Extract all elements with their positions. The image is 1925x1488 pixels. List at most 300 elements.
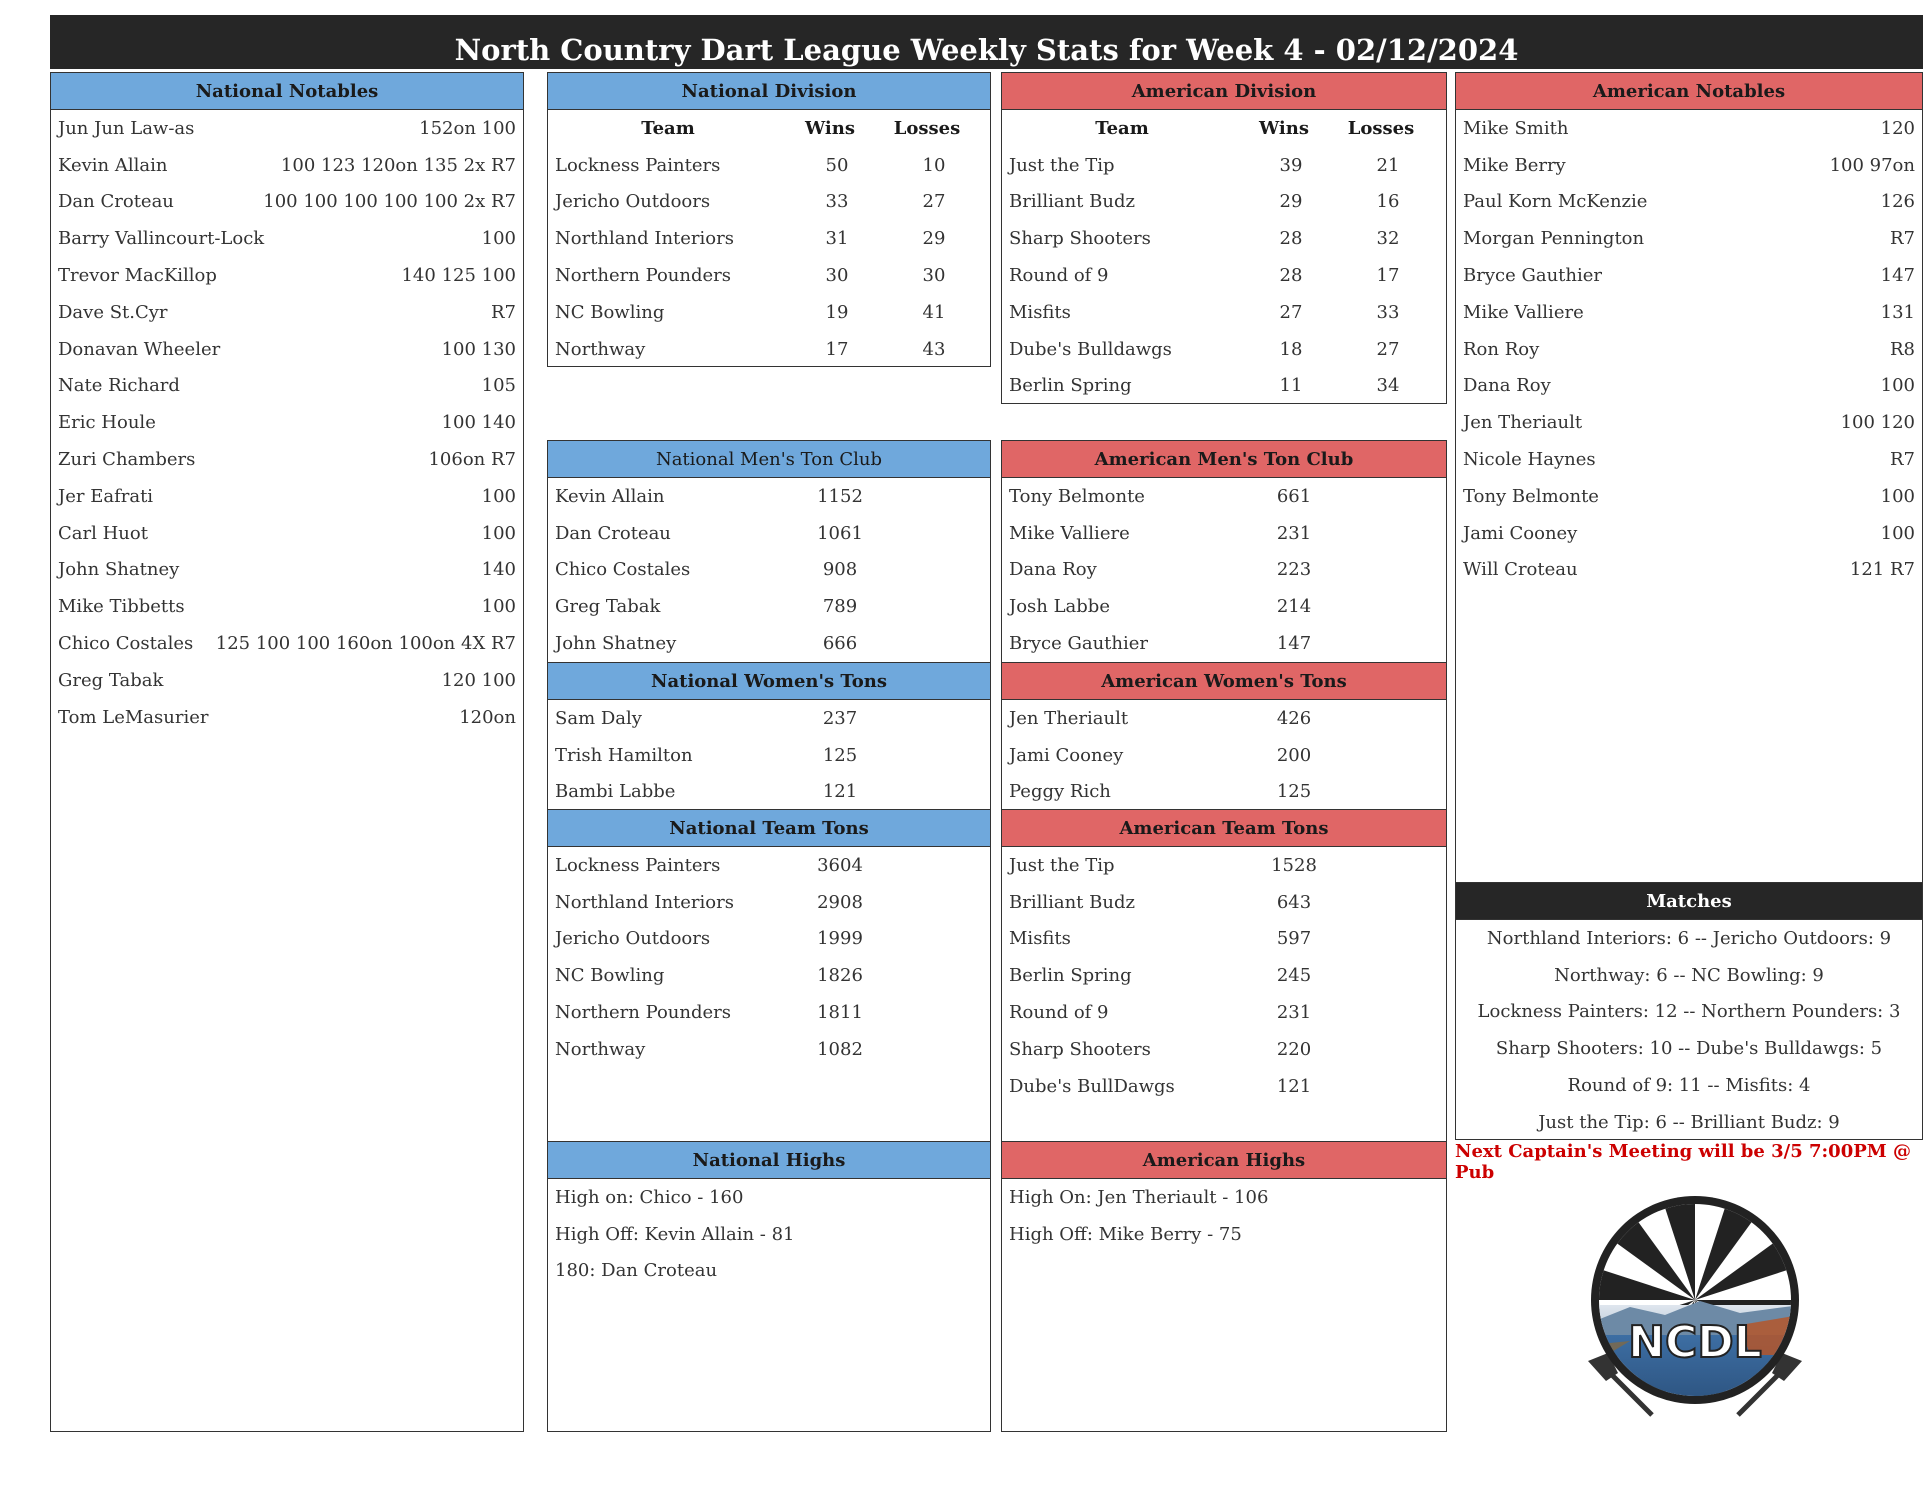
stat-value: 3604: [817, 854, 863, 876]
high-stat-text: High Off: Kevin Allain - 81: [555, 1223, 795, 1245]
player-notable: 100 130: [441, 338, 516, 360]
match-result-text: Northway: 6 -- NC Bowling: 9: [1554, 964, 1824, 986]
list-item: [51, 588, 523, 625]
team-name: Brilliant Budz: [1009, 191, 1135, 213]
matches-list: [1456, 920, 1922, 1141]
stat-value: 789: [822, 596, 858, 618]
american-division-col-headers: [1002, 110, 1446, 147]
list-item: [548, 1031, 990, 1068]
list-item: [1002, 552, 1446, 589]
player-name: Dana Roy: [1463, 375, 1551, 397]
list-item: [51, 441, 523, 478]
player-notable: 100: [1880, 485, 1915, 507]
team-wins: 28: [1279, 228, 1303, 250]
player-name: Barry Vallincourt-Lock: [58, 228, 265, 250]
match-result-text: Northland Interiors: 6 -- Jericho Outdoors: 9: [1486, 927, 1892, 949]
player-name: Paul Korn McKenzie: [1463, 191, 1648, 213]
stat-name: Northway: [555, 1038, 646, 1060]
logo-text: NCDL: [1628, 1317, 1762, 1368]
stat-name: Brilliant Budz: [1009, 891, 1135, 913]
stat-name: NC Bowling: [555, 965, 665, 987]
team-wins: 30: [825, 265, 849, 287]
team-losses: 41: [922, 301, 946, 323]
list-item: [1002, 478, 1446, 515]
match-result: [1456, 957, 1922, 994]
list-item: [1456, 184, 1922, 221]
stat-name: Jami Cooney: [1009, 744, 1124, 766]
team-wins: 17: [825, 338, 849, 360]
player-name: Jer Eafrati: [58, 485, 154, 507]
match-result: [1456, 1030, 1922, 1067]
team-name: Round of 9: [1009, 265, 1109, 287]
match-result-text: Just the Tip: 6 -- Brilliant Budz: 9: [1538, 1111, 1840, 1133]
team-wins: 28: [1279, 265, 1303, 287]
team-losses: 21: [1376, 154, 1400, 176]
stat-name: Tony Belmonte: [1009, 485, 1145, 507]
list-item: [1002, 921, 1446, 958]
list-item: [548, 737, 990, 774]
player-notable: 100: [481, 485, 516, 507]
stat-value: 125: [1276, 781, 1312, 803]
national-mens-ton-panel: [547, 440, 991, 664]
stat-name: Northland Interiors: [555, 891, 734, 913]
list-item: [1002, 1068, 1446, 1105]
player-name: Nicole Haynes: [1463, 449, 1596, 471]
table-row: [1002, 368, 1446, 405]
player-name: Donavan Wheeler: [58, 338, 221, 360]
list-item: [1456, 515, 1922, 552]
player-notable: 126: [1880, 191, 1915, 213]
stat-value: 214: [1276, 596, 1312, 618]
stat-value: 1061: [817, 522, 863, 544]
stat-name: Dube's BullDawgs: [1009, 1075, 1175, 1097]
stat-name: Peggy Rich: [1009, 781, 1111, 803]
list-item: [1002, 957, 1446, 994]
table-row: [548, 294, 990, 331]
national-womens-tons-header: National Women's Tons: [548, 663, 990, 700]
player-name: Jen Theriault: [1463, 412, 1583, 434]
stat-value: 125: [822, 744, 858, 766]
player-notable: 131: [1880, 301, 1915, 323]
stat-value: 245: [1276, 965, 1312, 987]
stat-name: Sharp Shooters: [1009, 1038, 1151, 1060]
player-name: Will Croteau: [1463, 559, 1578, 581]
american-mens-ton-panel: [1001, 440, 1447, 664]
player-notable: 125 100 100 160on 100on 4X R7: [215, 633, 516, 655]
team-losses: 27: [1376, 338, 1400, 360]
american-notables-list: [1456, 110, 1922, 588]
american-mens-ton-list: [1002, 478, 1446, 662]
list-item: [548, 847, 990, 884]
stat-value: 597: [1276, 928, 1312, 950]
list-item: [1456, 368, 1922, 405]
team-losses: 27: [922, 191, 946, 213]
team-name: Berlin Spring: [1009, 375, 1132, 397]
american-highs-list: [1002, 1179, 1446, 1253]
list-item: [1002, 700, 1446, 737]
table-row: [548, 220, 990, 257]
list-item: [1002, 625, 1446, 662]
list-item: [548, 921, 990, 958]
player-notable: 120: [1880, 117, 1915, 139]
team-name: NC Bowling: [555, 301, 665, 323]
list-item: [1456, 478, 1922, 515]
team-name: Misfits: [1009, 301, 1071, 323]
stat-name: Bambi Labbe: [555, 781, 676, 803]
team-wins: 31: [825, 228, 849, 250]
player-notable: 100: [481, 228, 516, 250]
national-highs-list: [548, 1179, 990, 1289]
team-name: Sharp Shooters: [1009, 228, 1151, 250]
american-division-table: [1002, 147, 1446, 405]
list-item: [51, 184, 523, 221]
player-name: Tom LeMasurier: [58, 706, 209, 728]
player-notable: 100: [1880, 522, 1915, 544]
american-highs-header: American Highs: [1002, 1142, 1446, 1179]
player-notable: R7: [1889, 228, 1915, 250]
stat-value: 1152: [817, 485, 863, 507]
stat-value: 223: [1276, 559, 1312, 581]
american-team-tons-header: American Team Tons: [1002, 810, 1446, 847]
list-item: [51, 294, 523, 331]
col-losses: Losses: [893, 117, 961, 139]
stat-value: 237: [822, 707, 858, 729]
national-notables-header: National Notables: [51, 73, 523, 110]
player-name: Mike Berry: [1463, 154, 1566, 176]
stat-value: 1999: [817, 928, 863, 950]
list-item: [548, 957, 990, 994]
stat-name: Northern Pounders: [555, 1002, 732, 1024]
list-item: [1456, 147, 1922, 184]
table-row: [548, 147, 990, 184]
american-notables-header: American Notables: [1456, 73, 1922, 110]
team-losses: 30: [922, 265, 946, 287]
list-item: [51, 662, 523, 699]
team-wins: 18: [1279, 338, 1303, 360]
list-item: [1456, 257, 1922, 294]
stat-name: Sam Daly: [555, 707, 642, 729]
list-item: [548, 552, 990, 589]
list-item: [1456, 552, 1922, 589]
stat-name: Just the Tip: [1009, 854, 1115, 876]
american-womens-tons-panel: [1001, 662, 1447, 812]
player-name: Nate Richard: [58, 375, 180, 397]
team-losses: 33: [1376, 301, 1400, 323]
list-item: [51, 110, 523, 147]
team-losses: 32: [1376, 228, 1400, 250]
high-stat-text: High On: Jen Theriault - 106: [1009, 1186, 1269, 1208]
list-item: [1456, 110, 1922, 147]
stat-name: Bryce Gauthier: [1009, 633, 1148, 655]
high-stat-text: High on: Chico - 160: [555, 1186, 744, 1208]
high-stat-text: 180: Dan Croteau: [555, 1260, 718, 1282]
table-row: [1002, 331, 1446, 368]
list-item: [1002, 774, 1446, 811]
national-mens-ton-list: [548, 478, 990, 662]
list-item: [1456, 220, 1922, 257]
player-name: John Shatney: [58, 559, 180, 581]
list-item: [51, 368, 523, 405]
matches-header: Matches: [1456, 883, 1922, 920]
high-stat: [548, 1216, 990, 1253]
player-notable: 100 97on: [1829, 154, 1915, 176]
player-name: Ron Roy: [1463, 338, 1540, 360]
player-name: Carl Huot: [58, 522, 148, 544]
national-team-tons-header: National Team Tons: [548, 810, 990, 847]
list-item: [548, 625, 990, 662]
team-losses: 16: [1376, 191, 1400, 213]
player-notable: 105: [481, 375, 516, 397]
player-name: Dan Croteau: [58, 191, 174, 213]
player-name: Kevin Allain: [58, 154, 168, 176]
stat-name: Dana Roy: [1009, 559, 1097, 581]
national-womens-tons-list: [548, 700, 990, 810]
stat-name: Dan Croteau: [555, 522, 671, 544]
table-row: [1002, 184, 1446, 221]
player-notable: 100: [481, 522, 516, 544]
national-division-table: [548, 147, 990, 368]
match-result: [1456, 1067, 1922, 1104]
player-notable: 121 R7: [1849, 559, 1915, 581]
american-division-header: American Division: [1002, 73, 1446, 110]
american-mens-ton-header: American Men's Ton Club: [1002, 441, 1446, 478]
team-losses: 43: [922, 338, 946, 360]
list-item: [1002, 737, 1446, 774]
page-title: North Country Dart League Weekly Stats for Week 4 - 02/12/2024: [50, 15, 1923, 69]
table-row: [548, 331, 990, 368]
list-item: [1456, 294, 1922, 331]
player-notable: 147: [1880, 265, 1915, 287]
table-row: [1002, 257, 1446, 294]
stat-value: 231: [1276, 522, 1312, 544]
list-item: [51, 404, 523, 441]
team-wins: 11: [1279, 375, 1303, 397]
player-notable: 100: [1880, 375, 1915, 397]
player-name: Mike Tibbetts: [58, 596, 185, 618]
stat-name: Misfits: [1009, 928, 1071, 950]
player-name: Greg Tabak: [58, 669, 164, 691]
list-item: [548, 515, 990, 552]
table-row: [1002, 294, 1446, 331]
stat-value: 908: [822, 559, 858, 581]
player-name: Jami Cooney: [1463, 522, 1578, 544]
american-team-tons-panel: [1001, 809, 1447, 1143]
stat-value: 220: [1276, 1038, 1312, 1060]
stat-name: Josh Labbe: [1009, 596, 1110, 618]
captains-meeting-note: Next Captain's Meeting will be 3/5 7:00PM @ Pub: [1455, 1141, 1911, 1183]
stat-name: John Shatney: [555, 633, 677, 655]
list-item: [51, 220, 523, 257]
match-result: [1456, 994, 1922, 1031]
team-name: Northland Interiors: [555, 228, 734, 250]
list-item: [1002, 588, 1446, 625]
high-stat: [548, 1179, 990, 1216]
stat-value: 643: [1276, 891, 1312, 913]
player-name: Eric Houle: [58, 412, 156, 434]
list-item: [51, 699, 523, 736]
team-losses: 29: [922, 228, 946, 250]
col-team: Team: [641, 117, 695, 139]
national-highs-panel: [547, 1141, 991, 1432]
list-item: [1002, 515, 1446, 552]
stat-value: 147: [1276, 633, 1312, 655]
player-name: Bryce Gauthier: [1463, 265, 1602, 287]
list-item: [548, 994, 990, 1031]
match-result-text: Sharp Shooters: 10 -- Dube's Bulldawgs: 5: [1495, 1038, 1883, 1060]
stat-name: Berlin Spring: [1009, 965, 1132, 987]
player-name: Mike Smith: [1463, 117, 1569, 139]
list-item: [1002, 994, 1446, 1031]
stat-value: 121: [1276, 1075, 1312, 1097]
stat-name: Round of 9: [1009, 1002, 1109, 1024]
list-item: [51, 147, 523, 184]
national-highs-header: National Highs: [548, 1142, 990, 1179]
list-item: [51, 257, 523, 294]
national-division-header: National Division: [548, 73, 990, 110]
high-stat-text: High Off: Mike Berry - 75: [1009, 1223, 1242, 1245]
american-womens-tons-header: American Women's Tons: [1002, 663, 1446, 700]
team-wins: 50: [825, 154, 849, 176]
player-notable: 140 125 100: [401, 265, 516, 287]
list-item: [1456, 404, 1922, 441]
table-row: [1002, 147, 1446, 184]
stat-value: 1826: [817, 965, 863, 987]
national-notables-panel: [50, 72, 524, 1432]
team-wins: 27: [1279, 301, 1303, 323]
team-losses: 10: [922, 154, 946, 176]
team-wins: 33: [825, 191, 849, 213]
stat-value: 2908: [817, 891, 863, 913]
player-name: Jun Jun Law-as: [58, 117, 195, 139]
high-stat: [1002, 1179, 1446, 1216]
national-division-panel: [547, 72, 991, 367]
col-wins: Wins: [1259, 117, 1309, 139]
player-notable: 120on: [459, 706, 516, 728]
stat-value: 231: [1276, 1002, 1312, 1024]
team-name: Northern Pounders: [555, 265, 732, 287]
team-losses: 17: [1376, 265, 1400, 287]
list-item: [51, 552, 523, 589]
team-wins: 29: [1279, 191, 1303, 213]
player-notable: R7: [1889, 449, 1915, 471]
stat-name: Kevin Allain: [555, 485, 665, 507]
american-womens-tons-list: [1002, 700, 1446, 810]
list-item: [548, 478, 990, 515]
list-item: [548, 884, 990, 921]
list-item: [51, 515, 523, 552]
team-losses: 34: [1376, 375, 1400, 397]
stat-value: 121: [822, 781, 858, 803]
player-notable: 152on 100: [419, 117, 516, 139]
stat-name: Jen Theriault: [1009, 707, 1129, 729]
match-result-text: Round of 9: 11 -- Misfits: 4: [1567, 1075, 1811, 1097]
table-row: [548, 184, 990, 221]
list-item: [548, 774, 990, 811]
team-name: Jericho Outdoors: [555, 191, 711, 213]
american-highs-panel: [1001, 1141, 1447, 1432]
high-stat: [548, 1253, 990, 1290]
list-item: [548, 700, 990, 737]
list-item: [51, 331, 523, 368]
player-notable: R7: [490, 301, 516, 323]
list-item: [1002, 1031, 1446, 1068]
team-name: Lockness Painters: [555, 154, 721, 176]
list-item: [1456, 441, 1922, 478]
list-item: [51, 478, 523, 515]
stat-value: 1528: [1271, 854, 1317, 876]
stat-name: Trish Hamilton: [555, 744, 693, 766]
player-name: Morgan Pennington: [1463, 228, 1645, 250]
american-division-panel: [1001, 72, 1447, 404]
list-item: [1002, 847, 1446, 884]
player-name: Zuri Chambers: [58, 449, 196, 471]
col-team: Team: [1095, 117, 1149, 139]
national-team-tons-list: [548, 847, 990, 1068]
stat-value: 666: [822, 633, 858, 655]
national-division-col-headers: [548, 110, 990, 147]
high-stat: [1002, 1216, 1446, 1253]
national-team-tons-panel: [547, 809, 991, 1143]
player-notable: 100: [481, 596, 516, 618]
stat-value: 1082: [817, 1038, 863, 1060]
stat-value: 426: [1276, 707, 1312, 729]
match-result-text: Lockness Painters: 12 -- Northern Pounders: 3: [1477, 1001, 1901, 1023]
player-notable: 100 100 100 100 100 2x R7: [263, 191, 516, 213]
player-notable: 100 140: [441, 412, 516, 434]
list-item: [1456, 331, 1922, 368]
team-wins: 19: [825, 301, 849, 323]
team-name: Just the Tip: [1009, 154, 1115, 176]
player-notable: 120 100: [441, 669, 516, 691]
player-notable: 100 120: [1840, 412, 1915, 434]
team-wins: 39: [1279, 154, 1303, 176]
stat-value: 1811: [817, 1002, 863, 1024]
player-notable: 106on R7: [428, 449, 516, 471]
match-result: [1456, 1104, 1922, 1141]
ncdl-logo: [1570, 1195, 1820, 1430]
list-item: [548, 588, 990, 625]
stat-name: Lockness Painters: [555, 854, 721, 876]
matches-panel: [1455, 882, 1923, 1140]
national-notables-list: [51, 110, 523, 736]
stat-value: 200: [1276, 744, 1312, 766]
list-item: [51, 625, 523, 662]
col-losses: Losses: [1347, 117, 1415, 139]
stat-name: Chico Costales: [555, 559, 691, 581]
player-name: Trevor MacKillop: [58, 265, 217, 287]
stat-name: Jericho Outdoors: [555, 928, 711, 950]
col-wins: Wins: [805, 117, 855, 139]
player-name: Tony Belmonte: [1463, 485, 1599, 507]
national-womens-tons-panel: [547, 662, 991, 812]
american-team-tons-list: [1002, 847, 1446, 1105]
stat-name: Mike Valliere: [1009, 522, 1130, 544]
list-item: [1002, 884, 1446, 921]
stat-name: Greg Tabak: [555, 596, 661, 618]
player-name: Dave St.Cyr: [58, 301, 168, 323]
team-name: Northway: [555, 338, 646, 360]
player-notable: 140: [481, 559, 516, 581]
player-name: Chico Costales: [58, 633, 194, 655]
stat-value: 661: [1276, 485, 1312, 507]
player-name: Mike Valliere: [1463, 301, 1584, 323]
player-notable: 100 123 120on 135 2x R7: [280, 154, 516, 176]
table-row: [548, 257, 990, 294]
national-mens-ton-header: National Men's Ton Club: [548, 441, 990, 478]
match-result: [1456, 920, 1922, 957]
table-row: [1002, 220, 1446, 257]
player-notable: R8: [1889, 338, 1915, 360]
